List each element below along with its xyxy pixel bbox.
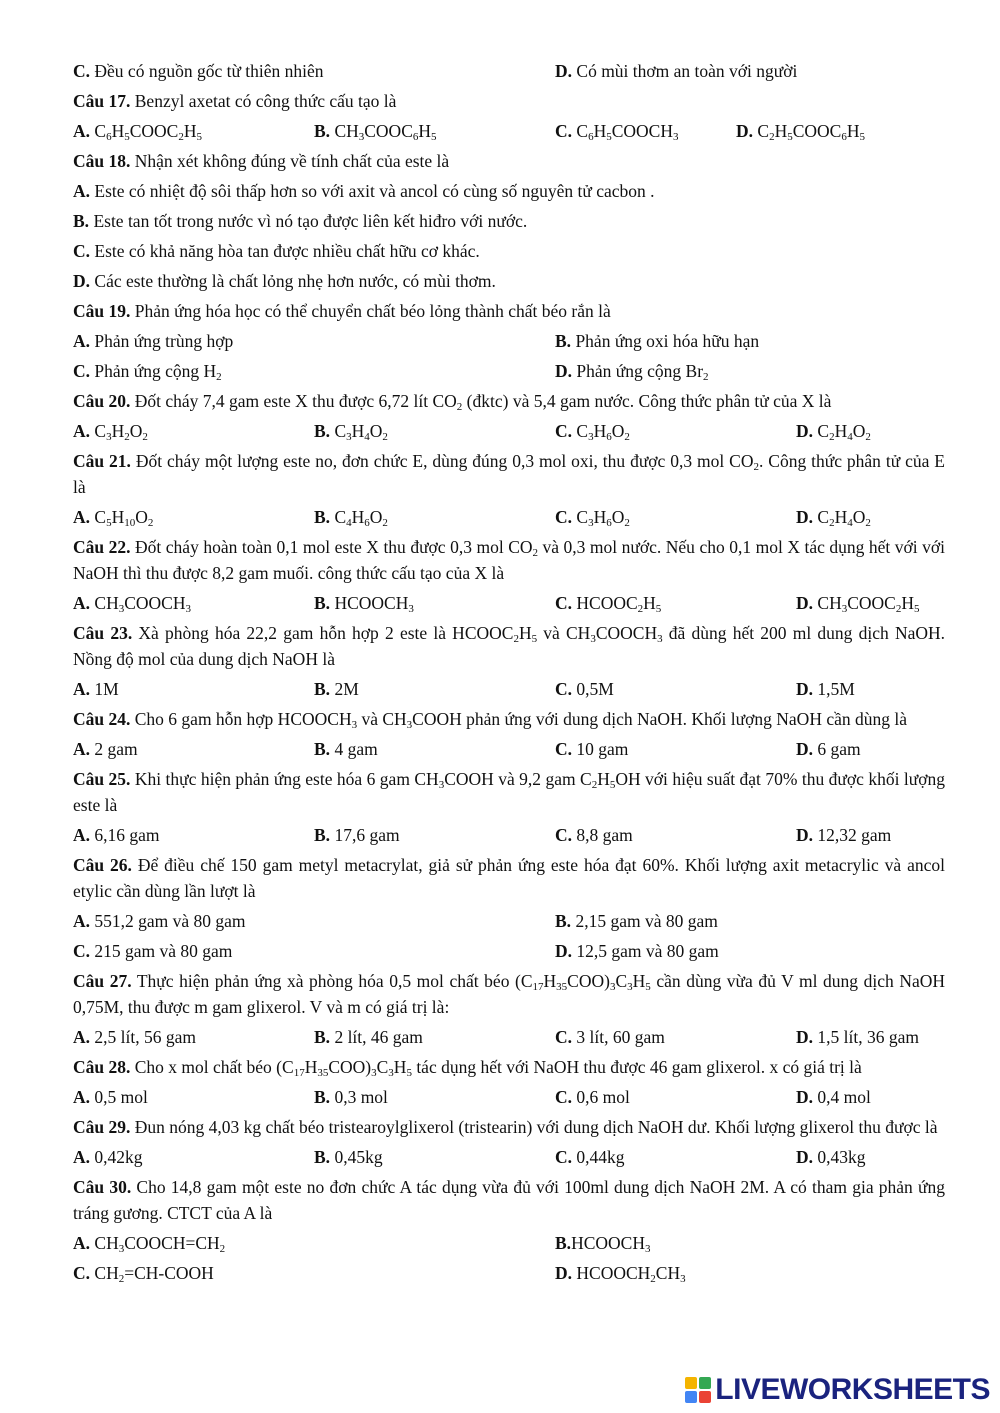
option-text: 0,4 mol	[813, 1087, 871, 1107]
option-text: $C_6H_5COOC_2H_5$	[90, 121, 202, 143]
answer-option[interactable]	[796, 504, 1000, 530]
answer-options-row	[73, 1084, 945, 1110]
option-letter: D.	[555, 941, 573, 961]
question-number: Câu 21.	[73, 451, 131, 471]
option-text: $CH_3COOCH_3$	[90, 593, 191, 615]
option-text: 0,3 mol	[330, 1087, 388, 1107]
option-letter: A.	[73, 331, 91, 351]
option-text: 2,5 lít, 56 gam	[90, 1027, 196, 1047]
answer-option[interactable]	[314, 590, 555, 616]
option-text: 6,16 gam	[90, 825, 160, 845]
option-text: $CH_3COOC_6H_5$	[330, 121, 437, 143]
option-letter: D.	[796, 421, 814, 441]
question-body: Cho x mol chất béo $(C_{17}H_{35}COO)_3C_3H_5$ tác dụng hết với NaOH thu được 46 gam glixerol. x có giá trị là	[130, 1057, 862, 1079]
option-letter: B.	[314, 679, 331, 699]
option-letter: D.	[73, 271, 91, 291]
question-body: Đốt cháy một lượng este no, đơn chức E, dùng đúng 0,3 mol oxi, thu được 0,3 mol $CO_2$. Công thức phân tử của E là	[73, 451, 945, 497]
option-letter: B.	[314, 825, 331, 845]
option-text: 10 gam	[572, 739, 629, 759]
answer-options-row	[73, 1260, 945, 1286]
option-text: $C_3H_6O_2$	[572, 507, 630, 529]
option-letter: C.	[555, 1147, 573, 1167]
answer-options-row	[73, 1230, 945, 1256]
question-number: Câu 27.	[73, 971, 132, 991]
option-text: 0,5M	[572, 679, 614, 699]
question-body: Đốt cháy 7,4 gam este X thu được 6,72 lít $CO_2$ (đktc) và 5,4 gam nước. Công thức phân tử của X là	[130, 391, 832, 413]
option-text: Có mùi thơm an toàn với người	[572, 61, 798, 81]
option-letter: C.	[555, 121, 573, 141]
question-body: Cho 14,8 gam một este no đơn chức A tác dụng vừa đủ với 100ml dung dịch NaOH 2M. A có tham gia phản ứng tráng gương. CTCT của A là	[73, 1177, 945, 1223]
option-text: Phản ứng oxi hóa hữu hạn	[571, 331, 760, 351]
option-letter: B.	[314, 1147, 331, 1167]
question-number: Câu 26.	[73, 855, 132, 875]
option-letter: A.	[73, 825, 91, 845]
answer-options-row	[73, 1144, 945, 1170]
question-number: Câu 20.	[73, 391, 131, 411]
option-letter: D.	[796, 825, 814, 845]
question-text	[73, 448, 945, 500]
option-text: $C_3H_6O_2$	[572, 421, 630, 443]
option-letter: C.	[555, 825, 573, 845]
answer-option[interactable]	[314, 118, 555, 144]
answer-option[interactable]	[555, 938, 1000, 964]
question-text	[73, 88, 945, 114]
answer-option[interactable]	[555, 1024, 796, 1050]
answer-options-row	[73, 208, 945, 234]
question-text	[73, 1114, 945, 1140]
question-text	[73, 1174, 945, 1226]
answer-option[interactable]	[73, 504, 314, 530]
answer-option[interactable]	[73, 328, 555, 354]
answer-option[interactable]	[555, 1230, 1000, 1256]
option-text: 8,8 gam	[572, 825, 633, 845]
option-letter: C.	[73, 941, 91, 961]
option-letter: A.	[73, 421, 91, 441]
option-text: 0,43kg	[813, 1147, 866, 1167]
question-text	[73, 534, 945, 586]
logo-square-green	[699, 1377, 711, 1389]
option-text: 12,5 gam và 80 gam	[572, 941, 719, 961]
answer-option[interactable]	[73, 1084, 314, 1110]
option-letter: C.	[73, 241, 91, 261]
option-letter: B.	[314, 121, 331, 141]
answer-option[interactable]	[73, 590, 314, 616]
answer-options-row	[73, 238, 945, 264]
answer-options-row	[73, 268, 945, 294]
option-text: $C_5H_{10}O_2$	[90, 507, 154, 529]
question-number: Câu 22.	[73, 537, 131, 557]
answer-options-row	[73, 178, 945, 204]
option-letter: A.	[73, 911, 91, 931]
option-text: 0,42kg	[90, 1147, 143, 1167]
option-letter: B.	[555, 911, 572, 931]
option-text: 0,44kg	[572, 1147, 625, 1167]
answer-option[interactable]	[73, 358, 555, 384]
option-text: 551,2 gam và 80 gam	[90, 911, 246, 931]
answer-option[interactable]	[555, 1084, 796, 1110]
worksheet-page	[73, 58, 945, 1290]
question-text	[73, 388, 945, 414]
answer-option[interactable]	[796, 590, 1000, 616]
logo-square-red	[699, 1391, 711, 1403]
answer-option[interactable]	[555, 418, 796, 444]
option-letter: B.	[314, 739, 331, 759]
question-text	[73, 148, 945, 174]
option-text: Phản ứng cộng $Br_2$	[572, 361, 709, 383]
question-number: Câu 28.	[73, 1057, 131, 1077]
question-text	[73, 968, 945, 1020]
answer-option[interactable]	[73, 178, 945, 204]
option-text: Este có nhiệt độ sôi thấp hơn so với axit và ancol có cùng số nguyên tử cacbon .	[90, 181, 655, 201]
answer-options-row	[73, 676, 945, 702]
answer-option[interactable]	[555, 590, 796, 616]
question-text	[73, 852, 945, 904]
question-body: Xà phòng hóa 22,2 gam hỗn hợp 2 este là $HCOOC_2H_5$ và $CH_3COOCH_3$ đã dùng hết 200 ml dung dịch NaOH. Nồng độ mol của dung dịch NaOH là	[73, 623, 946, 669]
question-body: Benzyl axetat có công thức cấu tạo là	[130, 91, 397, 111]
question-number: Câu 30.	[73, 1177, 132, 1197]
option-text: 2,15 gam và 80 gam	[571, 911, 718, 931]
answer-option[interactable]	[73, 238, 945, 264]
question-body: Nhận xét không đúng về tính chất của este là	[130, 151, 450, 171]
option-letter: A.	[73, 121, 91, 141]
option-letter: C.	[73, 361, 91, 381]
option-letter: B.	[555, 1233, 572, 1253]
answer-option[interactable]	[73, 822, 314, 848]
answer-option[interactable]	[314, 822, 555, 848]
answer-option[interactable]	[796, 1084, 1000, 1110]
option-text: 2 gam	[90, 739, 138, 759]
option-text: $HCOOCH_3$	[571, 1233, 651, 1255]
answer-options-row	[73, 938, 945, 964]
option-letter: B.	[314, 1027, 331, 1047]
option-text: $C_2H_5COOC_6H_5$	[753, 121, 865, 143]
option-text: $CH_3COOCH=CH_2$	[90, 1233, 226, 1255]
option-letter: A.	[73, 181, 91, 201]
answer-options-row	[73, 822, 945, 848]
answer-option[interactable]	[796, 418, 1000, 444]
option-letter: D.	[796, 679, 814, 699]
answer-option[interactable]	[73, 268, 945, 294]
answer-option[interactable]	[555, 118, 736, 144]
answer-option[interactable]	[73, 118, 314, 144]
option-letter: A.	[73, 679, 91, 699]
answer-option[interactable]	[555, 1144, 796, 1170]
answer-option[interactable]	[555, 58, 1000, 84]
option-text: 6 gam	[813, 739, 861, 759]
question-text	[73, 298, 945, 324]
question-body: Đốt cháy hoàn toàn 0,1 mol este X thu được 0,3 mol $CO_2$ và 0,3 mol nước. Nếu cho 0,1 mol X tác dụng hết với với NaOH thì thu được 8,2 gam muối. công thức cấu tạo của X là	[73, 537, 946, 583]
option-letter: B.	[314, 421, 331, 441]
option-text: 1,5M	[813, 679, 855, 699]
option-text: $C_4H_6O_2$	[330, 507, 388, 529]
answer-option[interactable]	[555, 736, 796, 762]
answer-options-row	[73, 58, 945, 84]
option-letter: C.	[73, 1263, 91, 1283]
answer-option[interactable]	[555, 822, 796, 848]
option-letter: D.	[796, 507, 814, 527]
option-text: Phản ứng cộng $H_2$	[90, 361, 222, 383]
question-number: Câu 24.	[73, 709, 131, 729]
option-letter: B.	[314, 1087, 331, 1107]
question-number: Câu 29.	[73, 1117, 131, 1137]
liveworksheets-logo[interactable]	[685, 1372, 990, 1408]
answer-option[interactable]	[73, 1230, 555, 1256]
option-text: $HCOOC_2H_5$	[572, 593, 662, 615]
answer-option[interactable]	[796, 1024, 1000, 1050]
option-text: 215 gam và 80 gam	[90, 941, 233, 961]
answer-option[interactable]	[796, 676, 1000, 702]
option-text: $C_3H_4O_2$	[330, 421, 388, 443]
logo-square-yellow	[685, 1377, 697, 1389]
option-letter: B.	[314, 593, 331, 613]
option-letter: C.	[555, 1027, 573, 1047]
option-text: $HCOOCH_2CH_3$	[572, 1263, 686, 1285]
option-text: Este tan tốt trong nước vì nó tạo được liên kết hiđro với nước.	[89, 211, 528, 231]
option-text: 0,45kg	[330, 1147, 383, 1167]
option-text: 1M	[90, 679, 119, 699]
question-body: Để điều chế 150 gam metyl metacrylat, giả sử phản ứng este hóa đạt 60%. Khối lượng axit metacrylic và ancol etylic cần dùng lần lượt là	[73, 855, 946, 901]
option-text: $C_2H_4O_2$	[813, 507, 871, 529]
question-number: Câu 25.	[73, 769, 131, 789]
answer-option[interactable]	[555, 504, 796, 530]
option-text: 1,5 lít, 36 gam	[813, 1027, 919, 1047]
question-text	[73, 1054, 945, 1080]
option-letter: A.	[73, 1147, 91, 1167]
option-text: 3 lít, 60 gam	[572, 1027, 665, 1047]
answer-options-row	[73, 328, 945, 354]
liveworksheets-logo-text: LIVEWORKSHEETS	[715, 1373, 990, 1406]
question-body: Phản ứng hóa học có thể chuyển chất béo lỏng thành chất béo rắn là	[130, 301, 611, 321]
option-letter: C.	[555, 593, 573, 613]
question-body: Thực hiện phản ứng xà phòng hóa 0,5 mol chất béo $(C_{17}H_{35}COO)_3C_3H_5$ cần dùng vừa đủ V ml dung dịch NaOH 0,75M, thu được m gam glixerol. V và m có giá trị là:	[73, 971, 946, 1017]
answer-options-row	[73, 418, 945, 444]
option-text: 2 lít, 46 gam	[330, 1027, 423, 1047]
answer-option[interactable]	[73, 1144, 314, 1170]
question-body: Đun nóng 4,03 kg chất béo tristearoylglixerol (tristearin) với dung dịch NaOH dư. Khối lượng glixerol thu được là	[130, 1117, 938, 1137]
option-letter: A.	[73, 1087, 91, 1107]
option-letter: C.	[555, 739, 573, 759]
option-letter: C.	[555, 507, 573, 527]
option-letter: D.	[796, 593, 814, 613]
option-text: $CH_2=CH$-COOH	[90, 1263, 214, 1285]
option-text: Các este thường là chất lỏng nhẹ hơn nước, có mùi thơm.	[90, 271, 496, 291]
option-letter: C.	[555, 421, 573, 441]
answer-options-row	[73, 590, 945, 616]
answer-option[interactable]	[73, 1024, 314, 1050]
answer-option[interactable]	[555, 328, 1000, 354]
question-text	[73, 766, 945, 818]
question-number: Câu 19.	[73, 301, 131, 321]
answer-option[interactable]	[314, 504, 555, 530]
option-letter: A.	[73, 593, 91, 613]
option-text: $CH_3COOC_2H_5$	[813, 593, 920, 615]
answer-option[interactable]	[314, 418, 555, 444]
question-text	[73, 620, 945, 672]
question-number: Câu 18.	[73, 151, 131, 171]
answer-option[interactable]	[555, 1260, 1000, 1286]
option-text: $HCOOCH_3$	[330, 593, 414, 615]
question-text	[73, 706, 945, 732]
option-text: Đều có nguồn gốc từ thiên nhiên	[90, 61, 324, 81]
answer-options-row	[73, 358, 945, 384]
answer-option[interactable]	[796, 1144, 1000, 1170]
answer-option[interactable]	[314, 736, 555, 762]
answer-options-row	[73, 736, 945, 762]
option-letter: D.	[796, 1027, 814, 1047]
question-body: Khi thực hiện phản ứng este hóa 6 gam $CH_3COOH$ và 9,2 gam $C_2H_5OH$ với hiệu suất đạt 70% thu được khối lượng este là	[73, 769, 945, 815]
option-text: $C_6H_5COOCH_3$	[572, 121, 679, 143]
answer-option[interactable]	[73, 736, 314, 762]
option-letter: A.	[73, 739, 91, 759]
option-text: $C_3H_2O_2$	[90, 421, 148, 443]
option-letter: D.	[555, 361, 573, 381]
question-number: Câu 23.	[73, 623, 133, 643]
answer-option[interactable]	[73, 418, 314, 444]
option-letter: D.	[796, 1147, 814, 1167]
answer-option[interactable]	[796, 736, 1000, 762]
answer-option[interactable]	[555, 358, 1000, 384]
question-number: Câu 17.	[73, 91, 131, 111]
answer-option[interactable]	[314, 1084, 555, 1110]
option-letter: C.	[555, 1087, 573, 1107]
question-body: Cho 6 gam hỗn hợp $HCOOCH_3$ và $CH_3COOH$ phản ứng với dung dịch NaOH. Khối lượng NaOH cần dùng là	[130, 709, 907, 731]
answer-option[interactable]	[73, 208, 945, 234]
option-letter: C.	[555, 679, 573, 699]
answer-option[interactable]	[73, 1260, 555, 1286]
option-letter: D.	[555, 61, 573, 81]
answer-option[interactable]	[73, 58, 555, 84]
answer-options-row	[73, 118, 945, 144]
option-letter: B.	[73, 211, 90, 231]
option-letter: D.	[555, 1263, 573, 1283]
option-letter: D.	[796, 739, 814, 759]
option-letter: A.	[73, 1027, 91, 1047]
option-text: 0,5 mol	[90, 1087, 148, 1107]
option-text: Phản ứng trùng hợp	[90, 331, 234, 351]
option-letter: B.	[314, 507, 331, 527]
option-letter: C.	[73, 61, 91, 81]
answer-option[interactable]	[73, 676, 314, 702]
answer-options-row	[73, 504, 945, 530]
answer-option[interactable]	[314, 1144, 555, 1170]
option-text: 2M	[330, 679, 359, 699]
answer-options-row	[73, 1024, 945, 1050]
option-letter: D.	[736, 121, 754, 141]
answer-option[interactable]	[73, 938, 555, 964]
option-text: 4 gam	[330, 739, 378, 759]
option-text: Este có khả năng hòa tan được nhiều chất hữu cơ khác.	[90, 241, 480, 261]
option-letter: A.	[73, 1233, 91, 1253]
answer-option[interactable]	[736, 118, 936, 144]
answer-option[interactable]	[555, 908, 1000, 934]
option-text: $C_2H_4O_2$	[813, 421, 871, 443]
answer-option[interactable]	[314, 676, 555, 702]
answer-option[interactable]	[314, 1024, 555, 1050]
liveworksheets-logo-icon	[685, 1377, 711, 1403]
answer-option[interactable]	[73, 908, 555, 934]
logo-square-blue	[685, 1391, 697, 1403]
option-text: 17,6 gam	[330, 825, 400, 845]
option-text: 0,6 mol	[572, 1087, 630, 1107]
answer-options-row	[73, 908, 945, 934]
option-letter: A.	[73, 507, 91, 527]
option-text: 12,32 gam	[813, 825, 892, 845]
option-letter: D.	[796, 1087, 814, 1107]
option-letter: B.	[555, 331, 572, 351]
answer-option[interactable]	[796, 822, 1000, 848]
answer-option[interactable]	[555, 676, 796, 702]
